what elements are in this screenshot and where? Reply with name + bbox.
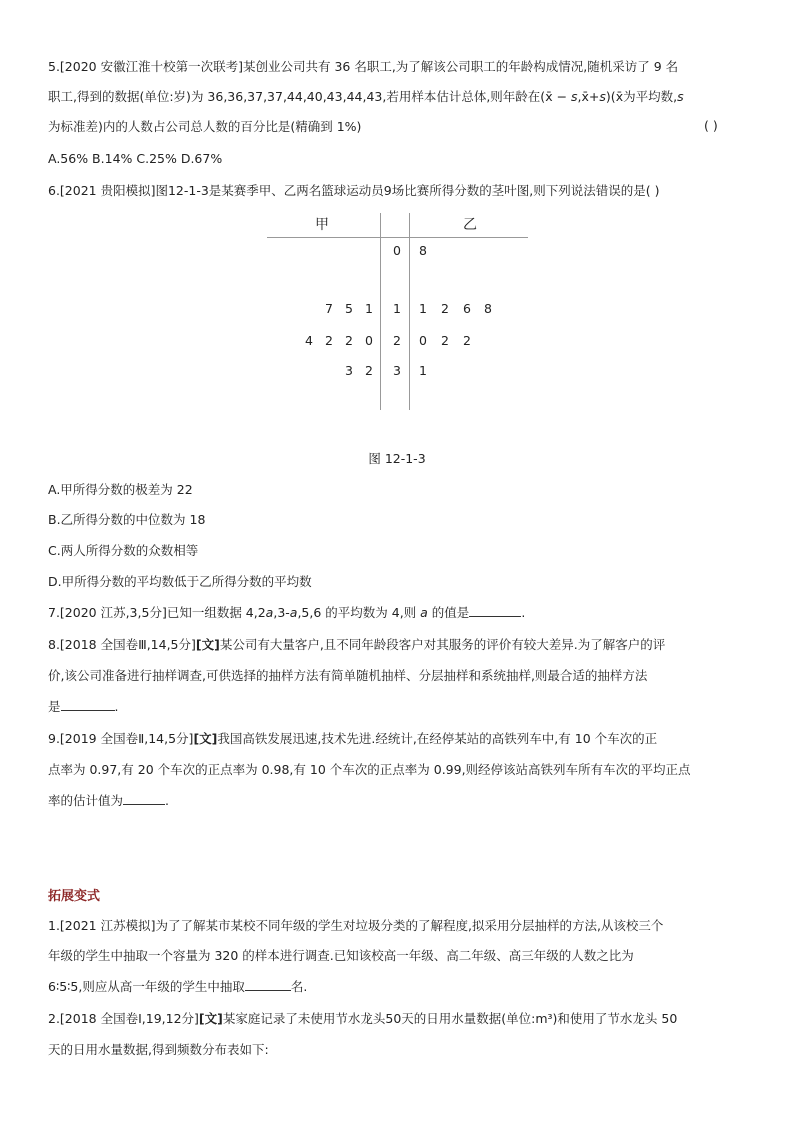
e2-source: 2.[2018 全国卷Ⅰ,19,12分] <box>48 1011 199 1026</box>
q5-options: A.56% B.14% C.25% D.67% <box>48 151 223 166</box>
wen-tag: [文] <box>193 731 218 746</box>
a-symbol: a <box>420 605 428 620</box>
q8-text: . <box>114 699 119 714</box>
xbar-symbol: x̄ <box>615 89 624 104</box>
stem-3: 3 <box>393 363 401 378</box>
a-symbol: a <box>265 605 274 620</box>
leaf-left: 4 <box>305 333 313 348</box>
q8-source: 8.[2018 全国卷Ⅲ,14,5分] <box>48 637 196 652</box>
stem-1: 1 <box>393 301 401 316</box>
leaf-left: 2 <box>345 333 353 348</box>
answer-blank[interactable] <box>123 792 165 805</box>
q5-text: 为平均数, <box>623 89 678 104</box>
q9-source: 9.[2019 全国卷Ⅱ,14,5分] <box>48 731 194 746</box>
leaf-right: 2 <box>441 333 449 348</box>
stem-2: 2 <box>393 333 401 348</box>
wen-tag: [文] <box>195 637 220 652</box>
leaf-right: 0 <box>419 333 427 348</box>
answer-blank[interactable] <box>469 604 521 617</box>
e1-line-1: 1.[2021 江苏模拟]为了了解某市某校不同年级的学生对垃圾分类的了解程度,拟采用分层抽样的方法,从该校三个 <box>48 918 664 933</box>
q8-line-3 <box>48 698 119 716</box>
q5-text: + <box>588 89 600 104</box>
e1-line-2: 年级的学生中抽取一个容量为 320 的样本进行调查.已知该校高一年级、高二年级、高三年级的人数之比为 <box>48 948 634 963</box>
q7-text: ,3- <box>273 605 290 620</box>
q6-option-a: A.甲所得分数的极差为 22 <box>48 482 193 497</box>
leaf-left: 2 <box>365 363 373 378</box>
leaf-right: 1 <box>419 301 427 316</box>
q7-text: 的值是 <box>427 605 470 620</box>
q7-line <box>48 604 525 622</box>
e1-text: 名. <box>290 979 308 994</box>
s-symbol: s <box>599 89 606 104</box>
q6-option-c: C.两人所得分数的众数相等 <box>48 543 199 558</box>
q6-option-b: B.乙所得分数的中位数为 18 <box>48 512 206 527</box>
figure-caption: 图 12-1-3 <box>368 451 426 466</box>
answer-blank[interactable] <box>61 698 115 711</box>
q9-text: 我国高铁发展迅速,技术先进.经统计,在经停某站的高铁列车中,有 10 个车次的正 <box>217 731 658 746</box>
q5-text: 职工,得到的数据(单位:岁)为 36,36,37,37,44,40,43,44,43,若用样本估计总体,则年龄在( <box>48 89 546 104</box>
q9-line-2: 点率为 0.97,有 20 个车次的正点率为 0.98,有 10 个车次的正点率为 0.99,则经停该站高铁列车所有车次的平均正点 <box>48 762 691 777</box>
leaf-left: 7 <box>325 301 333 316</box>
leaf-left: 0 <box>365 333 373 348</box>
s-symbol: s <box>677 89 684 104</box>
q5-line-2 <box>48 88 684 106</box>
leaf-left: 1 <box>365 301 373 316</box>
xbar-symbol: x̄ <box>545 89 553 104</box>
leaf-right: 1 <box>419 363 427 378</box>
s-symbol: s <box>571 89 578 104</box>
header-yi: 乙 <box>463 217 477 233</box>
q9-line-3 <box>48 792 169 810</box>
leaf-left: 2 <box>325 333 333 348</box>
xbar-symbol: x̄ <box>581 89 589 104</box>
e1-line-3 <box>48 978 307 996</box>
e2-line-1 <box>48 1010 677 1028</box>
plot-vertical-rule-right <box>409 213 410 410</box>
plot-vertical-rule-left <box>380 213 381 410</box>
leaf-right: 8 <box>484 301 492 316</box>
q8-text: 是 <box>48 699 61 714</box>
q8-line-2: 价,该公司准备进行抽样调查,可供选择的抽样方法有简单随机抽样、分层抽样和系统抽样,则最合适的抽样方法 <box>48 668 648 683</box>
leaf-right: 8 <box>419 243 427 258</box>
q9-line-1 <box>48 730 657 748</box>
q7-text: ,5,6 的平均数为 4,则 <box>297 605 421 620</box>
q5-line-1: 5.[2020 安徽江淮十校第一次联考]某创业公司共有 36 名职工,为了解该公司职工的年龄构成情况,随机采访了 9 名 <box>48 59 679 74</box>
leaf-right: 2 <box>441 301 449 316</box>
e1-text: 6∶5∶5,则应从高一年级的学生中抽取 <box>48 979 245 994</box>
leaf-right: 2 <box>463 333 471 348</box>
e2-text: 某家庭记录了未使用节水龙头50天的日用水量数据(单位:m³)和使用了节水龙头 50 <box>222 1011 678 1026</box>
leaf-right: 6 <box>463 301 471 316</box>
stem-0: 0 <box>393 243 401 258</box>
wen-tag: [文] <box>198 1011 223 1026</box>
e2-line-2: 天的日用水量数据,得到频数分布表如下: <box>48 1042 269 1057</box>
q5-text: − <box>552 89 572 104</box>
section-title: 拓展变式 <box>48 889 101 904</box>
plot-horizontal-rule <box>267 237 528 238</box>
q8-line-1 <box>48 636 665 654</box>
header-jia: 甲 <box>315 217 329 233</box>
q9-text: . <box>165 793 169 808</box>
a-symbol: a <box>289 605 298 620</box>
leaf-left: 3 <box>345 363 353 378</box>
leaf-left: 5 <box>345 301 353 316</box>
q6-stem: 6.[2021 贵阳模拟]图12-1-3是某赛季甲、乙两名篮球运动员9场比赛所得分数的茎叶图,则下列说法错误的是( ) <box>48 183 660 198</box>
q5-text: , <box>577 89 582 104</box>
q7-text: . <box>521 605 526 620</box>
q7-text: 7.[2020 江苏,3,5分]已知一组数据 4,2 <box>48 605 266 620</box>
q8-text: 某公司有大量客户,且不同年龄段客户对其服务的评价有较大差异.为了解客户的评 <box>219 637 666 652</box>
q5-answer-paren: ( ) <box>704 118 718 133</box>
q9-text: 率的估计值为 <box>48 793 124 808</box>
q5-line-3: 为标准差)内的人数占公司总人数的百分比是(精确到 1%) <box>48 119 362 134</box>
q5-text: )( <box>605 89 616 104</box>
q6-option-d: D.甲所得分数的平均数低于乙所得分数的平均数 <box>48 574 312 589</box>
answer-blank[interactable] <box>245 978 291 991</box>
